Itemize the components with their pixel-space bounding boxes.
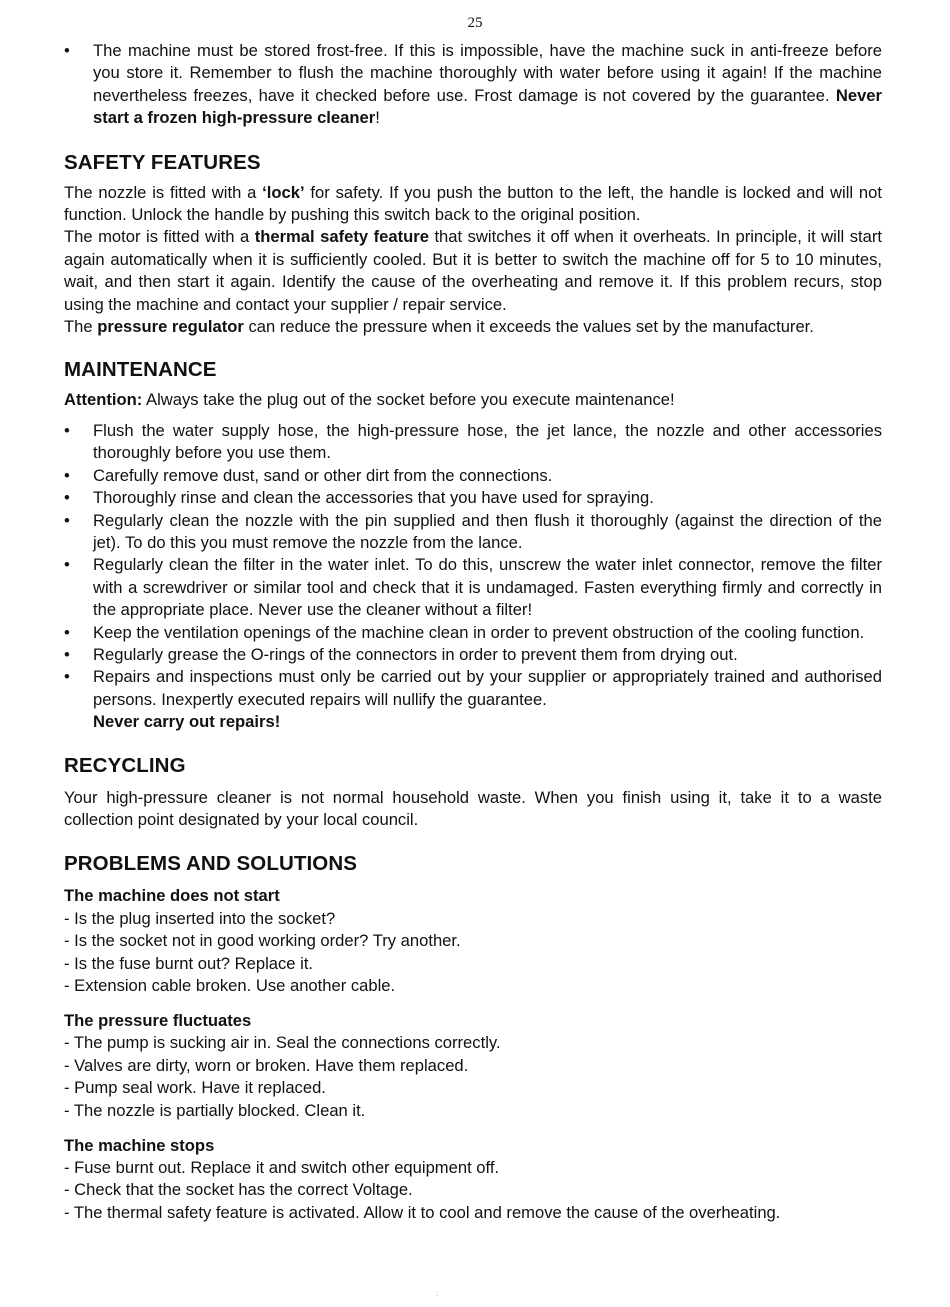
list-item xyxy=(64,465,882,487)
list-item-text: Repairs and inspections must only be carried out by your supplier or appropriately trained and authorised persons. Inexpertly executed repairs will nullify the guarantee. xyxy=(93,667,882,709)
list-item xyxy=(64,487,882,509)
problem-title: The pressure fluctuates xyxy=(64,1011,252,1030)
problem-line: - Is the socket not in good working order? Try another. xyxy=(64,931,461,951)
attention-label: Attention: xyxy=(64,390,143,410)
maintenance-list xyxy=(64,420,882,734)
attention-text: Always take the plug out of the socket before you execute maintenance! xyxy=(142,390,675,410)
page-number: 25 xyxy=(467,15,483,31)
page-content xyxy=(64,40,882,1224)
list-item xyxy=(64,420,882,465)
recycling-text: Your high-pressure cleaner is not normal household waste. When you finish using it, take it to a waste collection point designated by your local council. xyxy=(64,787,882,829)
bullet-icon: • xyxy=(64,41,70,60)
safety-p3-text: The xyxy=(64,317,98,337)
problem-line: - Valves are dirty, worn or broken. Have them replaced. xyxy=(64,1055,469,1075)
repairs-warning: Never carry out repairs! xyxy=(93,712,281,732)
list-item-text: Regularly clean the filter in the water inlet. To do this, unscrew the water inlet connector, remove the filter with a screwdriver or similar tool and check that it is undamaged. Fasten everything firmly and correctly in the appropriate place. Never use the cleaner without a filter! xyxy=(93,555,882,620)
recycling-heading: RECYCLING xyxy=(64,753,186,777)
intro-tail: ! xyxy=(375,108,380,128)
problem-line: - The nozzle is partially blocked. Clean it. xyxy=(64,1100,366,1120)
list-item-text: Flush the water supply hose, the high-pressure hose, the jet lance, the nozzle and other accessories thoroughly before you use them. xyxy=(93,420,882,463)
list-item xyxy=(64,510,882,555)
safety-paragraph-regulator xyxy=(64,316,882,338)
problem-line: - Is the plug inserted into the socket? xyxy=(64,908,336,928)
list-item xyxy=(64,554,882,621)
list-item xyxy=(64,666,882,733)
list-item-text: Regularly grease the O-rings of the connectors in order to prevent them from drying out. xyxy=(93,644,738,664)
intro-text: The machine must be stored frost-free. If this is impossible, have the machine suck in anti-freeze before you store it. Remember to flush the machine thoroughly with water before using it again! If the machine nevertheless freezes, have it checked before use. Frost damage is not covered by the guarantee. xyxy=(93,41,882,105)
problem-block xyxy=(64,885,882,997)
scan-mark: : xyxy=(436,1289,439,1298)
problem-block xyxy=(64,1010,882,1122)
safety-p3-bold: pressure regulator xyxy=(97,317,244,337)
problem-line: - The pump is sucking air in. Seal the connections correctly. xyxy=(64,1033,501,1053)
problem-line: - Is the fuse burnt out? Replace it. xyxy=(64,953,314,973)
problem-title: The machine does not start xyxy=(64,886,280,906)
problem-block xyxy=(64,1135,882,1225)
safety-p2-bold: thermal safety feature xyxy=(254,227,429,247)
safety-p2-text-end: that switches it off when it overheats. In principle, it will start again automatically when it is sufficiently cooled. But it is better to switch the machine off for 5 to 10 minutes, wait, and then start it again. Identify the cause of the overheating and remove it. If this problem recurs, stop using the machine and contact your supplier / repair service. xyxy=(64,227,882,314)
problem-line: - The thermal safety feature is activated. Allow it to cool and remove the cause of the overheating. xyxy=(64,1202,781,1222)
maintenance-heading: MAINTENANCE xyxy=(64,358,217,382)
problem-line: - Fuse burnt out. Replace it and switch other equipment off. xyxy=(64,1158,500,1178)
safety-p3-text-end: can reduce the pressure when it exceeds the values set by the manufacturer. xyxy=(243,317,814,337)
safety-paragraph-thermal xyxy=(64,226,882,316)
problem-line: - Pump seal work. Have it replaced. xyxy=(64,1078,326,1098)
bullet-icon: • xyxy=(64,622,70,642)
bullet-icon: • xyxy=(64,510,70,530)
bullet-icon: • xyxy=(64,667,70,687)
safety-p1-bold: ‘lock’ xyxy=(262,182,305,202)
bullet-icon: • xyxy=(64,465,70,485)
safety-p1-text: The nozzle is fitted with a xyxy=(64,182,263,202)
list-item-text: Thoroughly rinse and clean the accessories that you have used for spraying. xyxy=(93,488,654,508)
list-item xyxy=(64,644,882,666)
problem-title: The machine stops xyxy=(64,1135,215,1155)
problem-line: - Extension cable broken. Use another cable. xyxy=(64,976,396,995)
list-item xyxy=(64,622,882,644)
bullet-icon: • xyxy=(64,555,70,575)
safety-heading: SAFETY FEATURES xyxy=(64,150,261,174)
list-item xyxy=(64,40,882,130)
problems-heading: PROBLEMS AND SOLUTIONS xyxy=(64,852,358,876)
intro-list xyxy=(64,40,882,130)
list-item-text: Keep the ventilation openings of the machine clean in order to prevent obstruction of the cooling function. xyxy=(93,622,865,642)
list-item-text: Carefully remove dust, sand or other dirt from the connections. xyxy=(93,465,553,485)
safety-p1-text-end: for safety. If you push the button to the left, the handle is locked and will not function. Unlock the handle by pushing this switch back to the original position. xyxy=(64,182,882,225)
list-item-text: Regularly clean the nozzle with the pin supplied and then flush it thoroughly (against the direction of the jet). To do this you must remove the nozzle from the lance. xyxy=(93,510,882,552)
attention-line xyxy=(64,389,882,411)
safety-paragraph-lock xyxy=(64,182,882,227)
bullet-icon: • xyxy=(64,420,70,440)
safety-p2-text: The motor is fitted with a xyxy=(64,227,255,247)
bullet-icon: • xyxy=(64,644,70,664)
bullet-icon: • xyxy=(64,488,70,508)
intro-bold: Never start a frozen high-pressure cleaner xyxy=(93,85,882,128)
problem-line: - Check that the socket has the correct Voltage. xyxy=(64,1180,413,1200)
